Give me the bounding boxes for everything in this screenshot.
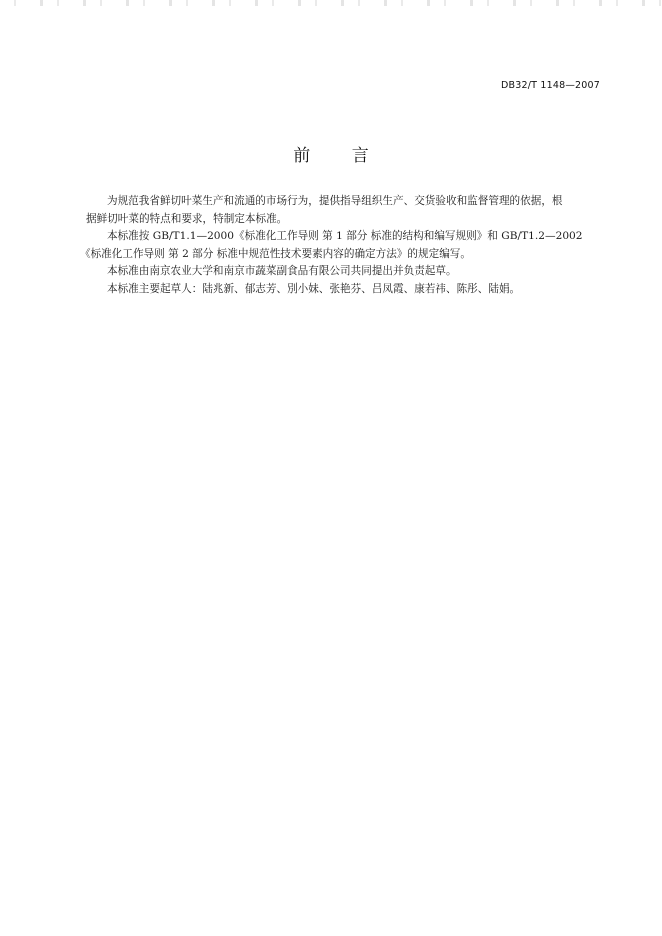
paragraph-line: 本标准主要起草人：陆兆新、郁志芳、別小妹、张艳芬、吕凤霞、康若祎、陈彤、陆娟。 (107, 282, 521, 295)
paragraph-line: 据鲜切叶菜的特点和要求，特制定本标准。 (86, 212, 288, 225)
paragraph-drafting-rules (80, 228, 602, 263)
paragraph-line: 为规范我省鲜切叶菜生产和流通的市场行为，提供指导组织生产、交货验收和监督管理的依据，根 (107, 195, 563, 207)
page-title: 前 言 (293, 146, 387, 166)
paragraph-line: 本标准按 GB/T1.1—2000《标准化工作导则 第 1 部分 标准的结构和编写规则》和 GB/T1.2—2002 (107, 230, 583, 242)
document-body (80, 193, 602, 298)
paragraph-line: 《标准化工作导则 第 2 部分 标准中规范性技术要素内容的确定方法》的规定编写。 (80, 247, 471, 260)
document-code: DB32/T 1148—2007 (501, 80, 600, 91)
paragraph-proposer (86, 263, 602, 281)
scan-edge-artifact (0, 0, 662, 6)
paragraph-purpose (86, 193, 602, 228)
paragraph-line: 本标准由南京农业大学和南京市蔬菜副食品有限公司共同提出并负责起草。 (107, 265, 457, 277)
paragraph-drafters (86, 281, 602, 299)
